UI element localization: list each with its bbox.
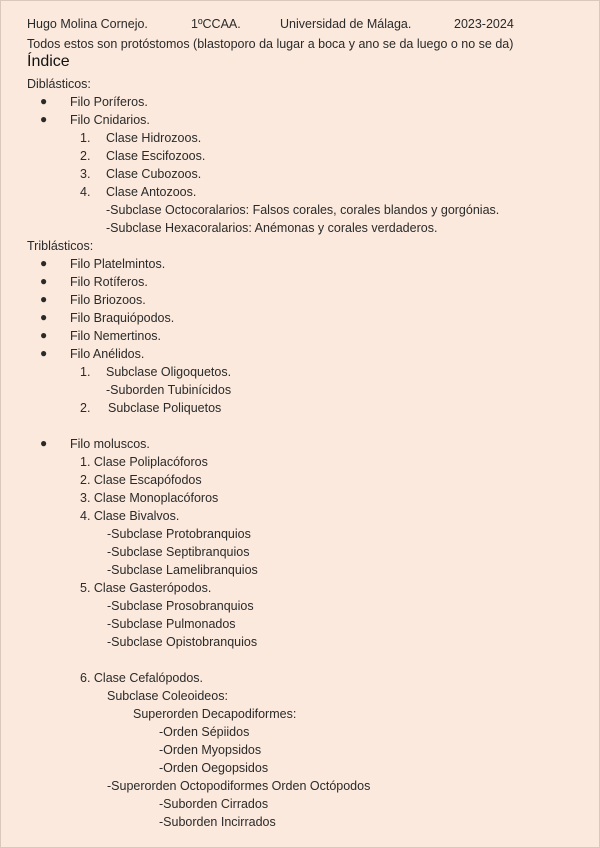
suborden-incirrados: -Suborden Incirrados xyxy=(159,815,276,829)
filo-cnidarios: Filo Cnidarios. xyxy=(70,113,150,127)
bullet: ● xyxy=(40,310,48,324)
page-title: Índice xyxy=(27,53,70,70)
filo-braquiopodos: Filo Braquiópodos. xyxy=(70,311,175,325)
suborden-tubinicidos: -Suborden Tubinícidos xyxy=(106,383,232,397)
subclase-prosobranquios: -Subclase Prosobranquios xyxy=(107,599,254,613)
list-number: 1. xyxy=(80,131,91,145)
filo-rotiferos: Filo Rotíferos. xyxy=(70,275,148,289)
clase-hidrozoos: Clase Hidrozoos. xyxy=(106,131,202,145)
bullet: ● xyxy=(40,112,48,126)
bullet: ● xyxy=(40,274,48,288)
subclase-pulmonados: -Subclase Pulmonados xyxy=(107,617,236,631)
superorden-octopodiformes: -Superorden Octopodiformes Orden Octópodos xyxy=(107,779,371,793)
subclase-septibranquios: -Subclase Septibranquios xyxy=(107,545,250,559)
course-name: 1ºCCAA. xyxy=(191,17,241,31)
list-number: 1. xyxy=(80,365,91,379)
intro-text: Todos estos son protóstomos (blastoporo da lugar a boca y ano se da luego o no se da) xyxy=(27,37,514,51)
orden-myopsidos: -Orden Myopsidos xyxy=(159,743,262,757)
clase-monoplacoforos: 3. Clase Monoplacóforos xyxy=(80,491,219,505)
bullet: ● xyxy=(40,256,48,270)
subclase-opistobranquios: -Subclase Opistobranquios xyxy=(107,635,258,649)
subclase-oligoquetos: Subclase Oligoquetos. xyxy=(106,365,232,379)
subclase-protobranquios: -Subclase Protobranquios xyxy=(107,527,251,541)
subclase-hexacoralarios: -Subclase Hexacoralarios: Anémonas y corales verdaderos. xyxy=(106,221,438,235)
diblasticos-heading: Diblásticos: xyxy=(27,77,91,91)
academic-year: 2023-2024 xyxy=(454,17,514,31)
subclase-octocoralarios: -Subclase Octocoralarios: Falsos corales, corales blandos y gorgónias. xyxy=(106,203,500,217)
clase-bivalvos: 4. Clase Bivalvos. xyxy=(80,509,180,523)
bullet: ● xyxy=(40,436,48,450)
suborden-cirrados: -Suborden Cirrados xyxy=(159,797,269,811)
clase-escapofodos: 2. Clase Escapófodos xyxy=(80,473,202,487)
list-number: 3. xyxy=(80,167,91,181)
clase-gasteropodos: 5. Clase Gasterópodos. xyxy=(80,581,212,595)
subclase-lamelibranquios: -Subclase Lamelibranquios xyxy=(107,563,258,577)
bullet: ● xyxy=(40,346,48,360)
list-number: 4. xyxy=(80,185,91,199)
clase-cefalopodos: 6. Clase Cefalópodos. xyxy=(80,671,203,685)
orden-sepiidos: -Orden Sépiidos xyxy=(159,725,250,739)
subclase-coleoideos: Subclase Coleoideos: xyxy=(107,689,228,703)
clase-cubozoos: Clase Cubozoos. xyxy=(106,167,202,181)
superorden-decapodiformes: Superorden Decapodiformes: xyxy=(133,707,297,721)
clase-antozoos: Clase Antozoos. xyxy=(106,185,197,199)
bullet: ● xyxy=(40,292,48,306)
subclase-poliquetos: Subclase Poliquetos xyxy=(108,401,222,415)
bullet: ● xyxy=(40,328,48,342)
bullet: ● xyxy=(40,94,48,108)
author-name: Hugo Molina Cornejo. xyxy=(27,17,148,31)
orden-oegopsidos: -Orden Oegopsidos xyxy=(159,761,269,775)
filo-briozoos: Filo Briozoos. xyxy=(70,293,146,307)
clase-escifozoos: Clase Escifozoos. xyxy=(106,149,206,163)
list-number: 2. xyxy=(80,149,91,163)
filo-moluscos: Filo moluscos. xyxy=(70,437,150,451)
filo-poriferos: Filo Poríferos. xyxy=(70,95,148,109)
clase-poliplacoforos: 1. Clase Poliplacóforos xyxy=(80,455,208,469)
filo-platelmintos: Filo Platelmintos. xyxy=(70,257,166,271)
list-number: 2. xyxy=(80,401,91,415)
filo-anelidos: Filo Anélidos. xyxy=(70,347,145,361)
filo-nemertinos: Filo Nemertinos. xyxy=(70,329,161,343)
university-name: Universidad de Málaga. xyxy=(280,17,412,31)
triblasticos-heading: Triblásticos: xyxy=(27,239,94,253)
